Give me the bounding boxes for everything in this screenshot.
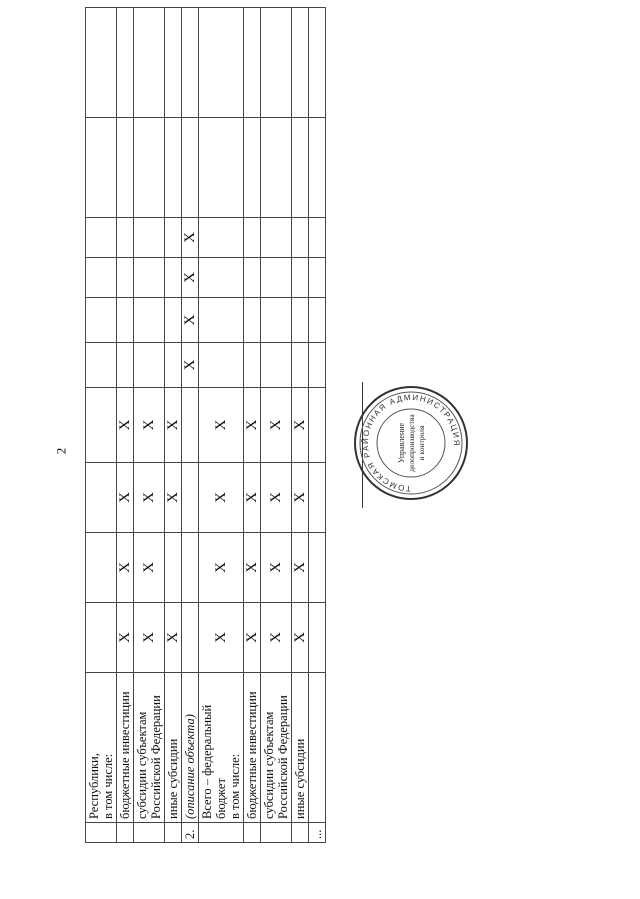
table-cell: X	[117, 603, 134, 673]
table-cell	[261, 118, 292, 218]
table-cell	[261, 8, 292, 118]
table-cell: X	[117, 463, 134, 533]
table-cell	[134, 118, 165, 218]
row-label: (описание объекта)	[182, 673, 199, 823]
table-cell	[117, 343, 134, 388]
table-cell	[134, 258, 165, 298]
table-cell: X	[292, 533, 309, 603]
table-cell	[117, 218, 134, 258]
table-cell	[134, 298, 165, 343]
table-row	[182, 8, 199, 843]
table-cell: X	[165, 603, 182, 673]
table-cell: X	[117, 533, 134, 603]
table-cell	[244, 8, 261, 118]
budget-table-rotated	[85, 8, 324, 843]
table-cell	[86, 258, 117, 298]
table-cell	[182, 533, 199, 603]
table-cell	[244, 118, 261, 218]
table-cell	[165, 118, 182, 218]
table-row	[292, 8, 309, 843]
table-cell	[199, 8, 244, 118]
table-cell: X	[244, 463, 261, 533]
row-number: ...	[309, 823, 326, 843]
table-cell	[86, 298, 117, 343]
row-number	[117, 823, 134, 843]
budget-table	[85, 7, 326, 843]
row-number	[292, 823, 309, 843]
row-number	[244, 823, 261, 843]
svg-text:ТОМСКАЯ РАЙОННАЯ АДМИНИСТРАЦИЯ: ТОМСКАЯ РАЙОННАЯ АДМИНИСТРАЦИЯ	[360, 392, 462, 494]
table-cell: X	[165, 463, 182, 533]
row-label: Всего – федеральный бюджет в том числе:	[199, 673, 244, 823]
row-number: 2.	[182, 823, 199, 843]
table-cell: X	[261, 388, 292, 463]
table-cell: X	[182, 343, 199, 388]
table-cell: X	[182, 218, 199, 258]
table-cell	[117, 258, 134, 298]
table-cell: X	[292, 388, 309, 463]
table-cell	[86, 118, 117, 218]
page-number: 2	[53, 447, 69, 455]
table-cell: X	[261, 533, 292, 603]
table-cell	[309, 118, 326, 218]
table-cell: X	[182, 258, 199, 298]
table-cell	[86, 8, 117, 118]
row-label: бюджетные инвестиции	[117, 673, 134, 823]
table-cell	[182, 118, 199, 218]
row-label: Республики, в том числе:	[86, 673, 117, 823]
table-cell	[244, 258, 261, 298]
table-cell: X	[134, 603, 165, 673]
table-cell	[309, 8, 326, 118]
table-cell	[165, 298, 182, 343]
row-label: иные субсидии	[292, 673, 309, 823]
table-row	[165, 8, 182, 843]
table-cell: X	[244, 603, 261, 673]
table-cell	[182, 388, 199, 463]
table-cell: X	[244, 533, 261, 603]
table-cell	[309, 603, 326, 673]
table-cell	[199, 343, 244, 388]
row-label	[309, 673, 326, 823]
table-cell: X	[261, 603, 292, 673]
row-number	[86, 823, 117, 843]
table-cell: X	[261, 463, 292, 533]
table-cell	[244, 343, 261, 388]
table-cell	[199, 298, 244, 343]
table-cell	[261, 258, 292, 298]
table-cell	[117, 8, 134, 118]
table-cell	[86, 463, 117, 533]
table-cell: X	[134, 463, 165, 533]
table-cell	[86, 533, 117, 603]
table-cell: X	[199, 603, 244, 673]
row-number	[199, 823, 244, 843]
table-cell: X	[292, 603, 309, 673]
table-cell	[165, 533, 182, 603]
table-cell	[199, 218, 244, 258]
table-cell: X	[134, 533, 165, 603]
row-label: иные субсидии	[165, 673, 182, 823]
table-cell	[199, 258, 244, 298]
table-cell	[86, 343, 117, 388]
stamp-center-text: делопроизводства	[407, 414, 416, 472]
table-row	[86, 8, 117, 843]
table-cell: X	[244, 388, 261, 463]
row-label: субсидии субъектам Российской Федерации	[134, 673, 165, 823]
stamp-center-text: и контроля	[417, 425, 426, 461]
table-cell	[182, 463, 199, 533]
table-row	[261, 8, 292, 843]
table-cell	[292, 118, 309, 218]
table-cell	[86, 388, 117, 463]
table-cell: X	[165, 388, 182, 463]
table-cell: X	[199, 388, 244, 463]
table-cell	[292, 343, 309, 388]
table-cell: X	[117, 388, 134, 463]
official-seal-stamp	[352, 384, 470, 502]
table-cell	[165, 8, 182, 118]
table-cell	[86, 603, 117, 673]
table-cell	[309, 218, 326, 258]
table-cell	[117, 118, 134, 218]
table-cell	[309, 343, 326, 388]
table-cell	[309, 298, 326, 343]
table-cell	[292, 258, 309, 298]
table-cell	[182, 603, 199, 673]
table-cell	[309, 388, 326, 463]
table-cell	[261, 298, 292, 343]
table-row	[117, 8, 134, 843]
table-row	[199, 8, 244, 843]
row-number	[165, 823, 182, 843]
table-row	[244, 8, 261, 843]
table-cell	[165, 343, 182, 388]
row-label: бюджетные инвестиции	[244, 673, 261, 823]
table-cell	[244, 298, 261, 343]
budget-table-body	[86, 8, 326, 843]
table-cell	[134, 343, 165, 388]
row-number	[261, 823, 292, 843]
table-cell	[182, 8, 199, 118]
table-cell: X	[134, 388, 165, 463]
table-row	[309, 8, 326, 843]
table-cell	[292, 298, 309, 343]
table-cell	[117, 298, 134, 343]
table-row	[134, 8, 165, 843]
row-label: субсидии субъектам Российской Федерации	[261, 673, 292, 823]
table-cell	[244, 218, 261, 258]
table-cell	[309, 463, 326, 533]
table-cell	[165, 258, 182, 298]
stamp-center-text: Управление	[397, 422, 406, 464]
table-cell: X	[292, 463, 309, 533]
table-cell	[86, 218, 117, 258]
table-cell	[309, 258, 326, 298]
table-cell	[165, 218, 182, 258]
table-cell	[261, 343, 292, 388]
table-cell	[199, 118, 244, 218]
table-cell	[134, 218, 165, 258]
table-cell	[261, 218, 292, 258]
table-cell	[134, 8, 165, 118]
table-cell: X	[199, 533, 244, 603]
row-number	[134, 823, 165, 843]
table-cell	[292, 218, 309, 258]
table-cell	[309, 533, 326, 603]
table-cell	[292, 8, 309, 118]
table-cell: X	[199, 463, 244, 533]
table-cell: X	[182, 298, 199, 343]
